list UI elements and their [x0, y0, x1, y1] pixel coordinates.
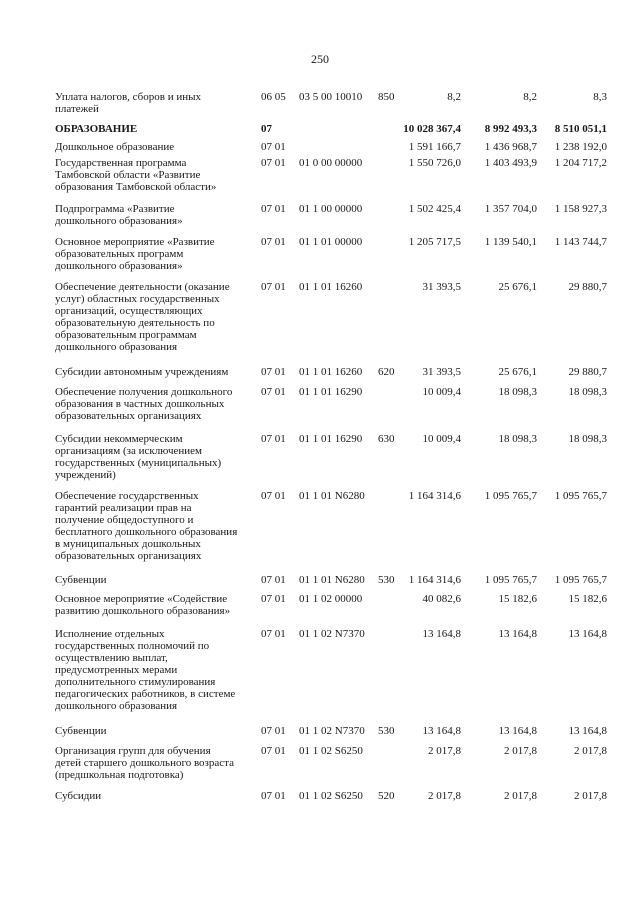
- table-cell-amount-3: 18 098,3: [568, 433, 607, 445]
- table-cell-target-code: 01 0 00 00000: [299, 157, 363, 169]
- table-cell-expense-type: 630: [378, 433, 395, 445]
- table-cell-amount-3: 18 098,3: [568, 386, 607, 398]
- table-cell-name: Основное мероприятие «Развитие образовательных программ дошкольного образования»: [55, 236, 215, 272]
- table-cell-target-code: 01 1 01 00000: [299, 236, 363, 248]
- table-cell-name: Подпрограмма «Развитие дошкольного образования»: [55, 203, 183, 227]
- table-cell-name: Государственная программа Тамбовской области «Развитие образования Тамбовской области»: [55, 157, 217, 193]
- table-cell-section: 07 01: [261, 433, 286, 445]
- table-cell-amount-3: 2 017,8: [574, 790, 607, 802]
- table-cell-amount-1: 40 082,6: [422, 593, 461, 605]
- table-cell-name: Субсидии: [55, 790, 102, 802]
- table-cell-section: 07 01: [261, 790, 286, 802]
- table-cell-target-code: 01 1 02 S6250: [299, 790, 363, 802]
- table-cell-expense-type: 530: [378, 574, 395, 586]
- table-cell-target-code: 01 1 01 16260: [299, 281, 363, 293]
- table-cell-amount-3: 29 880,7: [568, 366, 607, 378]
- table-cell-target-code: 01 1 01 N6280: [299, 574, 365, 586]
- table-cell-section: 07 01: [261, 725, 286, 737]
- table-cell-target-code: 01 1 00 00000: [299, 203, 363, 215]
- table-cell-name: Уплата налогов, сборов и иных платежей: [55, 91, 202, 115]
- table-cell-amount-2: 1 403 493,9: [484, 157, 537, 169]
- table-cell-amount-2: 15 182,6: [498, 593, 537, 605]
- table-cell-name: Организация групп для обучения детей старшего дошкольного возраста (предшкольная подготовка): [55, 745, 234, 781]
- table-cell-amount-2: 2 017,8: [504, 745, 537, 757]
- table-cell-amount-1: 31 393,5: [422, 281, 461, 293]
- table-cell-target-code: 01 1 02 N7370: [299, 725, 365, 737]
- table-cell-amount-1: 1 205 717,5: [408, 236, 461, 248]
- table-cell-expense-type: 620: [378, 366, 395, 378]
- table-cell-amount-3: 1 158 927,3: [554, 203, 607, 215]
- table-cell-target-code: 03 5 00 10010: [299, 91, 363, 103]
- table-cell-name: Субвенции: [55, 574, 107, 586]
- table-cell-section: 07 01: [261, 490, 286, 502]
- table-cell-amount-1: 1 164 314,6: [408, 574, 461, 586]
- table-cell-name: Обеспечение получения дошкольного образования в частных дошкольных образовательных организациях: [55, 386, 233, 422]
- table-cell-section: 07 01: [261, 745, 286, 757]
- table-cell-target-code: 01 1 02 S6250: [299, 745, 363, 757]
- table-cell-amount-2: 13 164,8: [498, 628, 537, 640]
- table-cell-target-code: 01 1 01 16290: [299, 433, 363, 445]
- table-cell-amount-3: 2 017,8: [574, 745, 607, 757]
- table-cell-amount-3: 8,3: [593, 91, 607, 103]
- table-cell-amount-2: 18 098,3: [498, 386, 537, 398]
- table-cell-amount-3: 1 095 765,7: [554, 574, 607, 586]
- table-cell-amount-2: 1 139 540,1: [484, 236, 537, 248]
- table-cell-section: 07 01: [261, 628, 286, 640]
- table-cell-amount-1: 1 502 425,4: [408, 203, 461, 215]
- table-cell-amount-1: 10 009,4: [422, 433, 461, 445]
- table-cell-amount-3: 1 095 765,7: [554, 490, 607, 502]
- table-cell-amount-1: 2 017,8: [428, 790, 461, 802]
- table-cell-amount-2: 1 436 968,7: [484, 141, 537, 153]
- table-cell-amount-1: 13 164,8: [422, 725, 461, 737]
- table-cell-name: Обеспечение государственных гарантий реализации прав на получение общедоступного и бесплатного дошкольного образования в муниципальных дошкольных образовательных организациях: [55, 490, 238, 562]
- table-cell-expense-type: 530: [378, 725, 395, 737]
- table-cell-amount-2: 8,2: [523, 91, 537, 103]
- table-cell-amount-1: 2 017,8: [428, 745, 461, 757]
- table-cell-amount-2: 18 098,3: [498, 433, 537, 445]
- table-cell-amount-3: 1 204 717,2: [554, 157, 607, 169]
- table-cell-amount-3: 15 182,6: [568, 593, 607, 605]
- table-cell-amount-1: 10 028 367,4: [403, 123, 461, 135]
- table-cell-amount-2: 1 095 765,7: [484, 574, 537, 586]
- table-cell-name: Дошкольное образование: [55, 141, 175, 153]
- table-cell-expense-type: 520: [378, 790, 395, 802]
- table-cell-section: 07 01: [261, 574, 286, 586]
- table-cell-target-code: 01 1 01 N6280: [299, 490, 365, 502]
- table-cell-section: 07 01: [261, 386, 286, 398]
- page-number: 250: [311, 52, 329, 66]
- table-cell-amount-1: 1 164 314,6: [408, 490, 461, 502]
- table-cell-section: 07 01: [261, 203, 286, 215]
- table-cell-amount-2: 25 676,1: [498, 281, 537, 293]
- table-cell-target-code: 01 1 01 16290: [299, 386, 363, 398]
- table-cell-name: Субсидии некоммерческим организациям (за исключением государственных (муниципальных) учреждений): [55, 433, 222, 481]
- table-cell-amount-2: 8 992 493,3: [484, 123, 537, 135]
- table-cell-section: 07 01: [261, 141, 286, 153]
- table-cell-target-code: 01 1 02 00000: [299, 593, 363, 605]
- table-cell-target-code: 01 1 01 16260: [299, 366, 363, 378]
- table-cell-amount-2: 25 676,1: [498, 366, 537, 378]
- table-cell-amount-3: 8 510 051,1: [554, 123, 607, 135]
- table-cell-name: Обеспечение деятельности (оказание услуг) областных государственных организаций, осуществляющих образовательную деятельность по образовательным программам дошкольного образования: [55, 281, 230, 353]
- table-cell-name: ОБРАЗОВАНИЕ: [55, 123, 138, 135]
- table-cell-amount-2: 13 164,8: [498, 725, 537, 737]
- table-cell-amount-2: 1 095 765,7: [484, 490, 537, 502]
- table-cell-section: 07 01: [261, 366, 286, 378]
- table-cell-section: 07: [261, 123, 272, 135]
- table-cell-name: Основное мероприятие «Содействие развитию дошкольного образования»: [55, 593, 231, 617]
- table-cell-amount-2: 2 017,8: [504, 790, 537, 802]
- table-cell-section: 07 01: [261, 157, 286, 169]
- table-cell-amount-2: 1 357 704,0: [484, 203, 537, 215]
- table-cell-section: 07 01: [261, 593, 286, 605]
- table-cell-amount-3: 1 238 192,0: [554, 141, 607, 153]
- table-cell-amount-3: 29 880,7: [568, 281, 607, 293]
- table-cell-section: 07 01: [261, 236, 286, 248]
- table-cell-amount-3: 1 143 744,7: [554, 236, 607, 248]
- table-cell-amount-3: 13 164,8: [568, 628, 607, 640]
- table-cell-name: Исполнение отдельных государственных полномочий по осуществлению выплат, предусмотренных мерами дополнительного стимулирования педагогических работников, в системе дошкольного образования: [55, 628, 236, 712]
- table-cell-section: 07 01: [261, 281, 286, 293]
- table-cell-name: Субсидии автономным учреждениям: [55, 366, 229, 378]
- table-cell-target-code: 01 1 02 N7370: [299, 628, 365, 640]
- table-cell-amount-1: 1 591 166,7: [408, 141, 461, 153]
- table-cell-amount-1: 13 164,8: [422, 628, 461, 640]
- table-cell-amount-1: 31 393,5: [422, 366, 461, 378]
- table-cell-name: Субвенции: [55, 725, 107, 737]
- table-cell-amount-1: 8,2: [447, 91, 461, 103]
- table-cell-amount-3: 13 164,8: [568, 725, 607, 737]
- table-cell-expense-type: 850: [378, 91, 395, 103]
- table-cell-amount-1: 1 550 726,0: [408, 157, 461, 169]
- table-cell-section: 06 05: [261, 91, 286, 103]
- table-cell-amount-1: 10 009,4: [422, 386, 461, 398]
